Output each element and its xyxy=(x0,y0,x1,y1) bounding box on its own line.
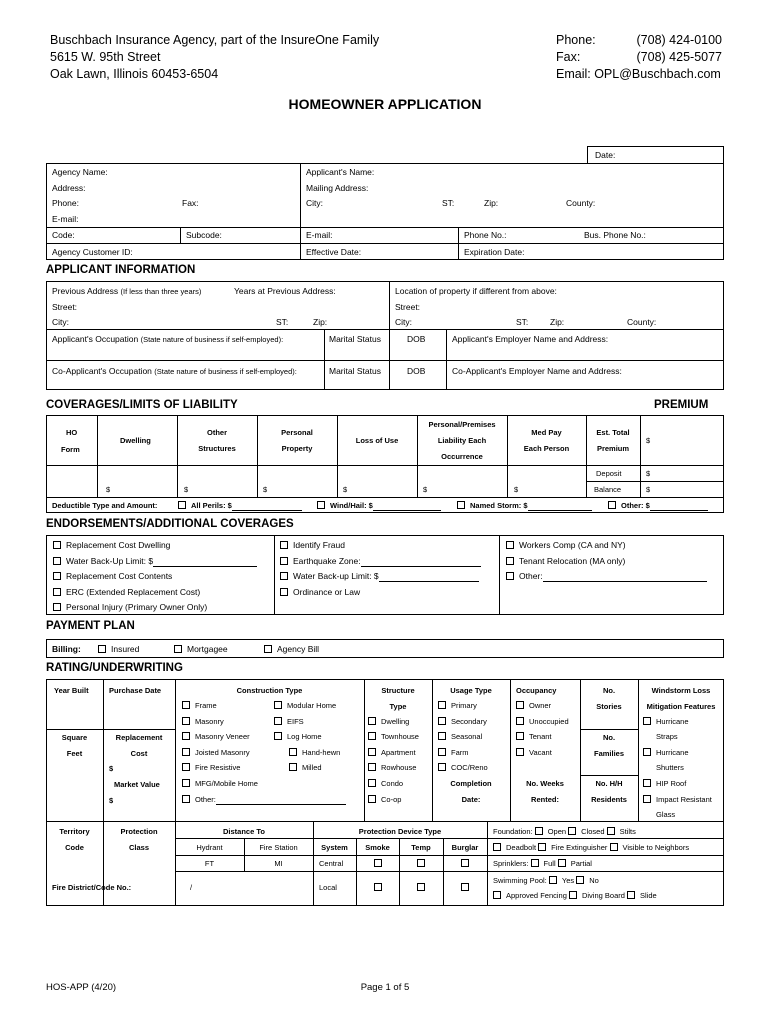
replacement-cost-contents-checkbox[interactable]: Replacement Cost Contents xyxy=(53,571,172,582)
page-title: HOMEOWNER APPLICATION xyxy=(288,96,482,112)
condo-checkbox[interactable]: Condo xyxy=(368,779,403,789)
masonry-veneer-checkbox[interactable]: Masonry Veneer xyxy=(182,732,250,742)
smoke-header: Smoke xyxy=(365,843,390,852)
med-pay-value[interactable]: $ xyxy=(514,485,519,494)
local-burglar-checkbox[interactable] xyxy=(461,883,469,891)
applicant-email-field[interactable]: E-mail: xyxy=(306,230,333,240)
mortgagee-checkbox[interactable]: Mortgagee xyxy=(174,644,228,655)
usage-type-header: Usage Type xyxy=(450,686,492,695)
other-structures-header: Other Structures xyxy=(198,428,236,453)
checkbox-icon xyxy=(516,701,524,709)
fire-district-separator: / xyxy=(190,883,193,892)
central-smoke-checkbox[interactable] xyxy=(374,859,382,867)
ft-label: FT xyxy=(204,859,215,868)
email-field[interactable]: E-mail: xyxy=(52,214,79,224)
checkbox-icon xyxy=(643,795,651,803)
loc-zip-field[interactable]: Zip: xyxy=(550,317,565,327)
expiration-date-field[interactable]: Expiration Date: xyxy=(464,247,525,257)
frame-checkbox[interactable]: Frame xyxy=(182,701,217,711)
checkbox-icon xyxy=(182,795,190,803)
temp-header: Temp xyxy=(411,843,431,852)
co-marital-status-field[interactable]: Marital Status xyxy=(329,366,381,376)
years-prev-field[interactable]: Years at Previous Address: xyxy=(234,286,336,296)
agency-email: Email: OPL@Buschbach.com xyxy=(556,67,721,81)
checkbox-icon xyxy=(264,645,272,653)
checkbox-icon xyxy=(182,717,190,725)
applicant-info-heading: APPLICANT INFORMATION xyxy=(46,264,196,276)
sprinklers-row: Sprinklers: Full Partial xyxy=(493,859,592,868)
loc-street-field[interactable]: Street: xyxy=(395,302,421,312)
replacement-cost-header: Replacement Cost xyxy=(115,733,163,758)
checkbox-icon xyxy=(182,748,190,756)
other-deductible-checkbox[interactable]: Other: $ xyxy=(608,501,708,511)
co-dob-field[interactable]: DOB xyxy=(407,366,426,376)
checkbox-icon xyxy=(643,748,651,756)
pool-row: Swimming Pool: Yes No xyxy=(493,876,599,885)
prev-zip-field[interactable]: Zip: xyxy=(313,317,328,327)
premium-heading: PREMIUM xyxy=(654,399,709,411)
workers-comp-checkbox[interactable]: Workers Comp (CA and NY) xyxy=(506,540,626,551)
loc-city-field[interactable]: City: xyxy=(395,317,412,327)
co-op-checkbox[interactable]: Co-op xyxy=(368,795,401,805)
market-value-header: Market Value xyxy=(114,780,160,789)
loc-st-field[interactable]: ST: xyxy=(516,317,529,327)
fire-extinguisher-checkbox[interactable] xyxy=(538,843,546,851)
fax-label: Fax: xyxy=(556,50,581,64)
checkbox-icon xyxy=(53,603,61,611)
tenant-relocation-checkbox[interactable]: Tenant Relocation (MA only) xyxy=(506,556,625,567)
coc-reno-checkbox[interactable]: COC/Reno xyxy=(438,763,488,773)
local-temp-checkbox[interactable] xyxy=(417,883,425,891)
agency-contact xyxy=(556,32,722,83)
tenant-checkbox[interactable]: Tenant xyxy=(516,732,552,742)
agency-bill-checkbox[interactable]: Agency Bill xyxy=(264,644,319,655)
checkbox-icon xyxy=(438,701,446,709)
phone-label: Phone: xyxy=(556,33,596,47)
med-pay-header: Med Pay Each Person xyxy=(523,428,570,453)
loc-county-field[interactable]: County: xyxy=(627,317,657,327)
glass-label: Glass xyxy=(656,810,676,819)
st-field[interactable]: ST: xyxy=(442,198,455,208)
sprinklers-full-checkbox[interactable] xyxy=(531,859,539,867)
checkbox-icon xyxy=(506,557,514,565)
fax-field[interactable]: Fax: xyxy=(182,198,199,208)
prev-st-field[interactable]: ST: xyxy=(276,317,289,327)
checkbox-icon xyxy=(317,501,325,509)
checkbox-icon xyxy=(643,779,651,787)
distance-to-header: Distance To xyxy=(223,827,265,836)
applicants-name-field[interactable]: Applicant's Name: xyxy=(306,167,375,177)
checkbox-icon xyxy=(280,541,288,549)
personal-injury-checkbox[interactable]: Personal Injury (Primary Owner Only) xyxy=(53,602,207,613)
structure-type-header: Structure Type xyxy=(381,686,415,711)
liability-value[interactable]: $ xyxy=(423,485,428,494)
visible-neighbors-checkbox[interactable] xyxy=(610,843,618,851)
year-built-header: Year Built xyxy=(54,686,89,695)
replacement-cost-dwelling-checkbox[interactable]: Replacement Cost Dwelling xyxy=(53,540,170,551)
completion-date-header: Completion Date: xyxy=(450,779,492,804)
deposit-value[interactable]: $ xyxy=(646,469,651,478)
checkbox-icon xyxy=(289,748,297,756)
agency-fax: (708) 425-5077 xyxy=(636,50,722,64)
employer-field[interactable]: Applicant's Employer Name and Address: xyxy=(452,334,609,344)
agency-street: 5615 W. 95th Street xyxy=(50,50,161,64)
local-smoke-checkbox[interactable] xyxy=(374,883,382,891)
unoccupied-checkbox[interactable]: Unoccupied xyxy=(516,717,569,727)
agency-address xyxy=(50,32,379,83)
primary-checkbox[interactable]: Primary xyxy=(438,701,477,711)
pool-yes-checkbox[interactable] xyxy=(549,876,557,884)
marital-status-field[interactable]: Marital Status xyxy=(329,334,381,344)
water-backup-checkbox[interactable]: Water Back-Up Limit: $ xyxy=(53,556,257,567)
checkbox-icon xyxy=(516,732,524,740)
checkbox-icon xyxy=(368,732,376,740)
checkbox-icon xyxy=(182,701,190,709)
hydrant-label: Hydrant xyxy=(196,843,223,852)
checkbox-icon xyxy=(182,763,190,771)
protection-class-header: Protection Class xyxy=(120,827,158,852)
central-temp-checkbox[interactable] xyxy=(417,859,425,867)
checkbox-icon xyxy=(506,541,514,549)
seasonal-checkbox[interactable]: Seasonal xyxy=(438,732,482,742)
checkbox-icon xyxy=(174,645,182,653)
checkbox-icon xyxy=(643,717,651,725)
fire-district-label: Fire District/Code No.: xyxy=(52,883,132,892)
prev-street-field[interactable]: Street: xyxy=(52,302,78,312)
checkbox-icon xyxy=(516,717,524,725)
ordinance-law-checkbox[interactable]: Ordinance or Law xyxy=(280,587,360,598)
agency-customer-id-field[interactable]: Agency Customer ID: xyxy=(52,247,133,257)
hurricane-straps-checkbox[interactable]: Hurricane xyxy=(643,717,689,727)
balance-value[interactable]: $ xyxy=(646,485,651,494)
shutters-label: Shutters xyxy=(656,763,684,772)
checkbox-icon xyxy=(368,717,376,725)
bus-phone-field[interactable]: Bus. Phone No.: xyxy=(584,230,646,240)
purchase-date-header: Purchase Date xyxy=(109,686,162,695)
fire-station-label: Fire Station xyxy=(259,843,298,852)
est-premium-value[interactable]: $ xyxy=(646,436,651,445)
families-header: No. Families xyxy=(593,733,624,758)
agency-name: Buschbach Insurance Agency, part of the InsureOne Family xyxy=(50,33,380,47)
owner-checkbox[interactable]: Owner xyxy=(516,701,551,711)
wind-hail-checkbox[interactable]: Wind/Hail: $ xyxy=(317,501,441,511)
agency-name-field[interactable]: Agency Name: xyxy=(52,167,108,177)
checkbox-icon xyxy=(98,645,106,653)
checkbox-icon xyxy=(280,572,288,580)
hand-hewn-checkbox[interactable]: Hand-hewn xyxy=(289,748,340,758)
payment-heading: PAYMENT PLAN xyxy=(46,620,135,632)
phone-field[interactable]: Phone: xyxy=(52,198,79,208)
checkbox-icon xyxy=(53,588,61,596)
central-label: Central xyxy=(319,859,344,868)
construction-type-header: Construction Type xyxy=(236,686,303,695)
checkbox-icon xyxy=(368,763,376,771)
fire-resistive-checkbox[interactable]: Fire Resistive xyxy=(182,763,240,773)
weeks-rented-header: No. Weeks Rented: xyxy=(526,779,564,804)
straps-label: Straps xyxy=(656,732,678,741)
hurricane-shutters-checkbox[interactable]: Hurricane xyxy=(643,748,689,758)
checkbox-icon xyxy=(274,732,282,740)
market-value-value[interactable]: $ xyxy=(109,796,114,805)
rating-heading: RATING/UNDERWRITING xyxy=(46,662,183,674)
dob-field[interactable]: DOB xyxy=(407,334,426,344)
other-structures-value[interactable]: $ xyxy=(184,485,189,494)
mailing-address-field[interactable]: Mailing Address: xyxy=(306,183,369,193)
named-storm-checkbox[interactable]: Named Storm: $ xyxy=(457,501,592,511)
dwelling-header: Dwelling xyxy=(120,436,151,445)
central-burglar-checkbox[interactable] xyxy=(461,859,469,867)
checkbox-icon xyxy=(608,501,616,509)
foundation-row: Foundation: Open Closed Stilts xyxy=(493,827,636,836)
billing-label: Billing: xyxy=(52,644,81,654)
checkbox-icon xyxy=(280,557,288,565)
checkbox-icon xyxy=(280,588,288,596)
apartment-checkbox[interactable]: Apartment xyxy=(368,748,416,758)
coverages-heading: COVERAGES/LIMITS OF LIABILITY xyxy=(46,399,238,411)
liability-header: Personal/Premises Liability Each Occurrence xyxy=(428,420,496,461)
code-field[interactable]: Code: xyxy=(52,230,75,240)
stories-header: No. Stories xyxy=(596,686,622,711)
page-number: Page 1 of 5 xyxy=(360,982,410,993)
open-checkbox[interactable] xyxy=(535,827,543,835)
identify-fraud-checkbox[interactable]: Identify Fraud xyxy=(280,540,345,551)
payment-box xyxy=(46,639,724,658)
checkbox-icon xyxy=(438,763,446,771)
sprinklers-partial-checkbox[interactable] xyxy=(558,859,566,867)
endorsements-heading: ENDORSEMENTS/ADDITIONAL COVERAGES xyxy=(46,518,294,530)
checkbox-icon xyxy=(274,701,282,709)
residents-header: No. H/H Residents xyxy=(591,779,627,804)
checkbox-icon xyxy=(53,557,61,565)
subcode-field[interactable]: Subcode: xyxy=(186,230,222,240)
checkbox-icon xyxy=(53,541,61,549)
approved-fencing-checkbox[interactable] xyxy=(493,891,501,899)
checkbox-icon xyxy=(438,732,446,740)
local-label: Local xyxy=(319,883,337,892)
loss-of-use-value[interactable]: $ xyxy=(343,485,348,494)
pool-no-checkbox[interactable] xyxy=(576,876,584,884)
vacant-checkbox[interactable]: Vacant xyxy=(516,748,552,758)
replacement-cost-value[interactable]: $ xyxy=(109,764,114,773)
square-feet-header: Square Feet xyxy=(61,733,88,758)
all-perils-checkbox[interactable]: All Perils: $ xyxy=(178,501,302,511)
earthquake-checkbox[interactable]: Earthquake Zone: xyxy=(280,556,481,567)
checkbox-icon xyxy=(368,795,376,803)
agency-applicant-box xyxy=(46,163,724,260)
checkbox-icon xyxy=(53,572,61,580)
deposit-label: Deposit xyxy=(596,469,622,478)
city-field[interactable]: City: xyxy=(306,198,323,208)
modular-home-checkbox[interactable]: Modular Home xyxy=(274,701,336,711)
prev-city-field[interactable]: City: xyxy=(52,317,69,327)
farm-checkbox[interactable]: Farm xyxy=(438,748,469,758)
territory-code-header: Territory Code xyxy=(59,827,90,852)
phone-no-field[interactable]: Phone No.: xyxy=(464,230,507,240)
water-backup-limit-checkbox[interactable]: Water Back-up Limit: $ xyxy=(280,571,479,582)
other-endorsement-checkbox[interactable]: Other: xyxy=(506,571,707,582)
deadbolt-checkbox[interactable] xyxy=(493,843,501,851)
stilts-checkbox[interactable] xyxy=(607,827,615,835)
personal-property-header: Personal Property xyxy=(281,428,313,453)
personal-property-value[interactable]: $ xyxy=(263,485,268,494)
prev-address-field[interactable]: Previous Address (If less than three years) xyxy=(52,286,202,296)
slide-checkbox[interactable] xyxy=(627,891,635,899)
occupancy-header: Occupancy xyxy=(516,686,557,695)
loss-of-use-header: Loss of Use xyxy=(355,436,399,445)
form-header: Form xyxy=(61,445,80,454)
co-occupation-field[interactable]: Co-Applicant's Occupation (State nature of business if self-employed): xyxy=(52,366,297,376)
checkbox-icon xyxy=(516,748,524,756)
checkbox-icon xyxy=(457,501,465,509)
checkbox-icon xyxy=(274,717,282,725)
balance-label: Balance xyxy=(594,485,622,494)
agency-city: Oak Lawn, Illinois 60453-6504 xyxy=(50,67,219,81)
checkbox-icon xyxy=(368,748,376,756)
security-row: Deadbolt Fire Extinguisher Visible to Neighbors xyxy=(493,843,689,853)
ho-header: HO xyxy=(66,428,78,437)
checkbox-icon xyxy=(178,501,186,509)
checkbox-icon xyxy=(182,779,190,787)
dwelling-checkbox[interactable]: Dwelling xyxy=(368,717,409,727)
milled-checkbox[interactable]: Milled xyxy=(289,763,322,773)
checkbox-icon xyxy=(182,732,190,740)
windstorm-header: Windstorm Loss Mitigation Features xyxy=(646,686,716,711)
hip-roof-checkbox[interactable]: HIP Roof xyxy=(643,779,686,789)
closed-checkbox[interactable] xyxy=(568,827,576,835)
mi-label: MI xyxy=(274,859,283,868)
eifs-checkbox[interactable]: EIFS xyxy=(274,717,304,727)
checkbox-icon xyxy=(438,717,446,725)
checkbox-icon xyxy=(438,748,446,756)
effective-date-field[interactable]: Effective Date: xyxy=(306,247,362,257)
zip-field[interactable]: Zip: xyxy=(484,198,499,208)
county-field[interactable]: County: xyxy=(566,198,596,208)
insured-checkbox[interactable]: Insured xyxy=(98,644,139,655)
diving-board-checkbox[interactable] xyxy=(569,891,577,899)
system-header: System xyxy=(321,843,348,852)
log-home-checkbox[interactable]: Log Home xyxy=(274,732,322,742)
checkbox-icon xyxy=(289,763,297,771)
agency-phone: (708) 424-0100 xyxy=(636,33,722,47)
checkbox-icon xyxy=(506,572,514,580)
other-construction-checkbox[interactable]: Other: xyxy=(182,795,346,805)
address-field[interactable]: Address: xyxy=(52,183,86,193)
deductible-label: Deductible Type and Amount: xyxy=(52,501,158,510)
erc-checkbox[interactable]: ERC (Extended Replacement Cost) xyxy=(53,587,200,598)
form-number: HOS-APP (4/20) xyxy=(46,982,117,993)
pool-features-row: Approved Fencing Diving Board Slide xyxy=(493,891,657,901)
masonry-checkbox[interactable]: Masonry xyxy=(182,717,224,727)
rowhouse-checkbox[interactable]: Rowhouse xyxy=(368,763,416,773)
date-label: Date: xyxy=(595,150,616,160)
dwelling-value[interactable]: $ xyxy=(106,485,111,494)
joisted-masonry-checkbox[interactable]: Joisted Masonry xyxy=(182,748,250,758)
protection-device-header: Protection Device Type xyxy=(358,827,442,836)
co-employer-field[interactable]: Co-Applicant's Employer Name and Address: xyxy=(452,366,622,376)
occupation-field[interactable]: Applicant's Occupation (State nature of business if self-employed): xyxy=(52,334,284,344)
townhouse-checkbox[interactable]: Townhouse xyxy=(368,732,419,742)
mfg-mobile-checkbox[interactable]: MFG/Mobile Home xyxy=(182,779,258,789)
location-label: Location of property if different from above: xyxy=(395,286,557,296)
impact-resistant-checkbox[interactable]: Impact Resistant xyxy=(643,795,712,805)
secondary-checkbox[interactable]: Secondary xyxy=(438,717,487,727)
burglar-header: Burglar xyxy=(451,843,479,852)
checkbox-icon xyxy=(368,779,376,787)
est-premium-header: Est. Total Premium xyxy=(596,428,630,453)
